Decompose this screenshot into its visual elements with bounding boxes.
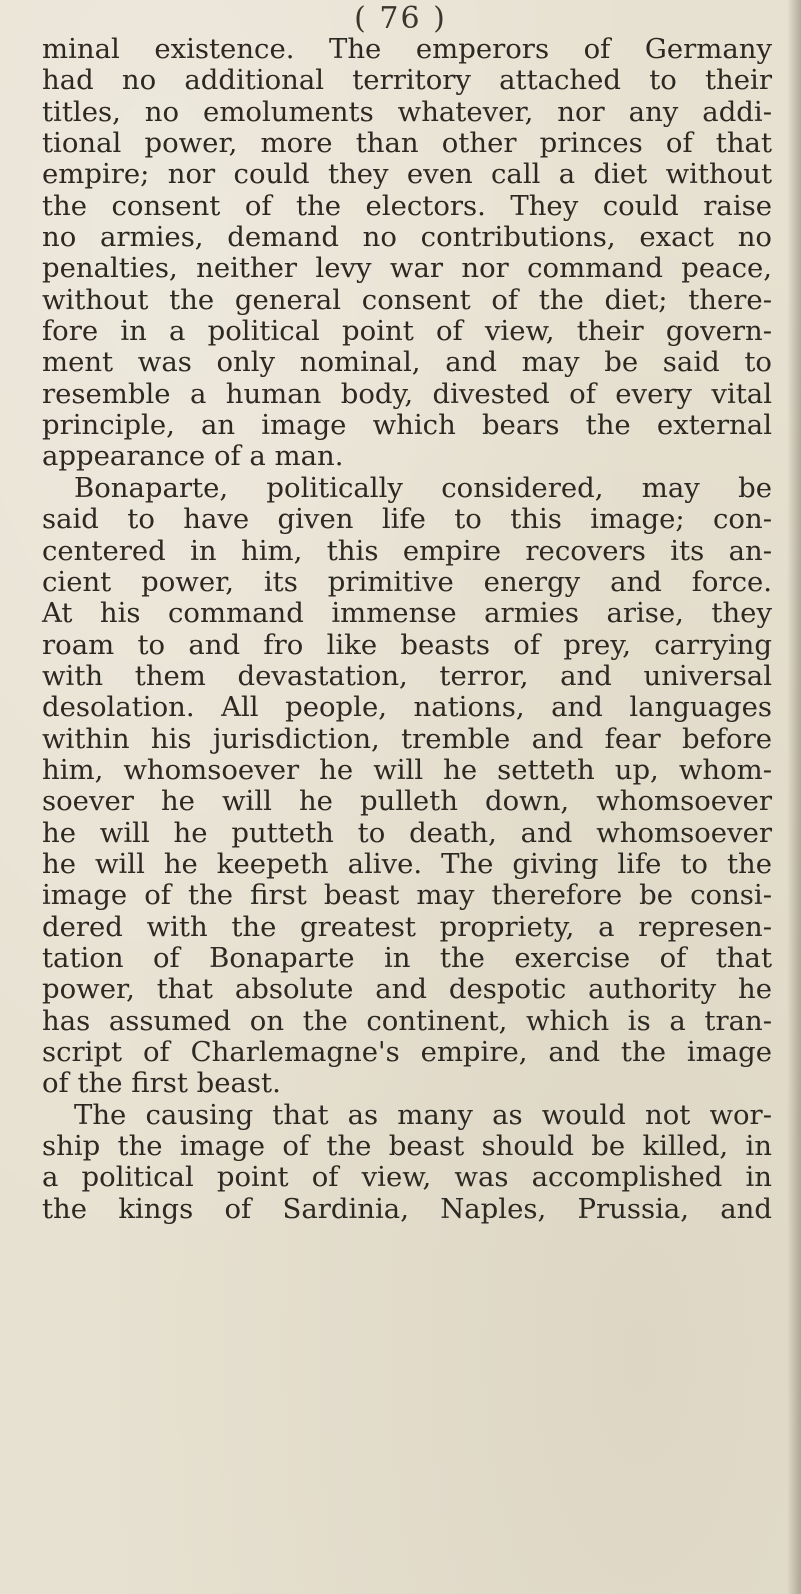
text-line: ship the image of the beast should be killed, in [42,1130,772,1163]
text-line: a political point of view, was accomplished in [42,1161,772,1194]
text-line: has assumed on the continent, which is a tran- [42,1004,772,1037]
text-line: roam to and fro like beasts of prey, carrying [42,628,772,661]
text-line: desolation. All people, nations, and languages [42,691,772,724]
text-line: tional power, more than other princes of that [42,127,772,160]
text-line: image of the first beast may therefore be consi- [42,879,772,912]
text-line: fore in a political point of view, their govern- [42,315,772,348]
text-line: power, that absolute and despotic authority he [42,973,772,1006]
text-line: At his command immense armies arise, they [42,597,772,630]
text-line: resemble a human body, divested of every vital [42,377,772,410]
text-line: of the first beast. [42,1067,281,1100]
text-line: centered in him, this empire recovers its an- [42,534,772,567]
paragraph-3 [42,1100,772,1225]
text-line: dered with the greatest propriety, a represen- [42,910,772,943]
text-line: tation of Bonaparte in the exercise of that [42,941,772,974]
text-line: said to have given life to this image; con- [42,503,772,536]
text-line: empire; nor could they even call a diet without [42,158,772,191]
paragraph-1 [42,34,772,473]
text-line: no armies, demand no contributions, exact no [42,221,772,254]
text-line: without the general consent of the diet; there- [42,283,772,316]
text-line: him, whomsoever he will he setteth up, whom- [42,753,772,786]
text-line: script of Charlemagne's empire, and the image [42,1036,772,1068]
text-line: principle, an image which bears the external [42,409,772,442]
text-line: titles, no emoluments whatever, nor any addi- [42,95,772,128]
text-line: minal existence. The emperors of Germany [42,33,772,65]
text-line: soever he will he pulleth down, whomsoever [42,785,772,818]
text-line: appearance of a man. [42,440,344,473]
page-number: ( 76 ) [354,1,447,36]
text-line: cient power, its primitive energy and force. [42,565,772,598]
paragraph-2 [42,473,772,1100]
text-line: he will he keepeth alive. The giving life to the [42,847,772,880]
text-line: within his jurisdiction, tremble and fear before [42,722,772,755]
text-line: with them devastation, terror, and universal [42,659,772,692]
text-line: the consent of the electors. They could raise [42,189,772,222]
text-line: ment was only nominal, and may be said to [42,346,772,379]
body-text [42,34,772,1225]
text-line: Bonaparte, politically considered, may be [74,471,772,504]
page-edge-shadow [787,0,801,1594]
text-line: had no additional territory attached to their [42,64,772,97]
text-line: he will he putteth to death, and whomsoever [42,816,772,849]
text-line: the kings of Sardinia, Naples, Prussia, and [42,1192,772,1225]
text-line: penalties, neither levy war nor command peace, [42,252,772,285]
text-line: The causing that as many as would not wor- [74,1098,772,1131]
